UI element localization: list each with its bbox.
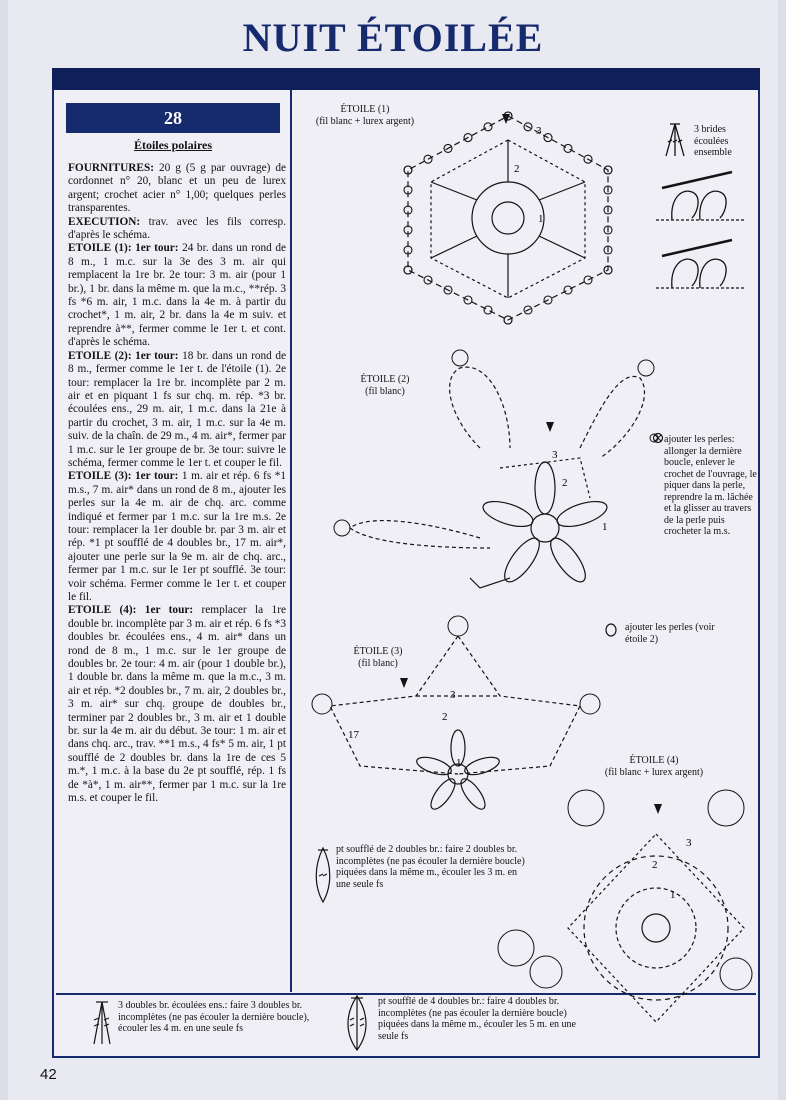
- paragraph-etoile-2: [68, 350, 286, 471]
- paragraph-label: EXECUTION:: [68, 215, 141, 228]
- top-bar: [52, 68, 760, 90]
- star1-diagram: [380, 100, 640, 332]
- bead-symbol-icon: [652, 432, 664, 444]
- round-number: 3: [536, 125, 542, 137]
- round-number: 2: [562, 477, 568, 489]
- round-number: 2: [652, 859, 658, 871]
- paragraph-text: 18 br. dans un rond de 8 m., fermer comme le 1er t. de l'étoile (1). 2e tour: remplacer la 1re br. incomplète par 2 m. air et en piquant 1 fs sur chq. m. rép. *3 br. écoulées ens., 29 m. air, 1 m.c. dans la 21e à partir du crochet, 3 m. air, 1 m.c. sur la 4e m. suiv. de la chaîn. de 29 m., 4 m. air*, fermer par 1 m.c. sur le 1er groupe de br. 3e tour: suivre le schéma, fermer comme le 1er t. et couper le fil.: [68, 349, 286, 469]
- instructions-text: [68, 162, 286, 992]
- star1-title: ÉTOILE (1): [340, 104, 390, 115]
- round-number: 3: [686, 837, 692, 849]
- paragraph-text: remplacer la 1re double br. incomplète par 3 m. air et rép. 6 fs *3 doubles br. écoulées ens., 4 m. air* dans un rond de 8 m., 1 m.c. sur le 1er groupe de doubles br. 2e tour: 4 m. air (pour 1 double br.), 1 double br. dans la même m. que la m.c., 3 m. air et rép. *2 doubles br., 7 m. air, 2 doubles br., 3 m. air* sur chq. groupe de doubles br., terminer par 2 doubles br., 3 m. air et 1 double br. sur la 4e m. air du début. 3e tour: 1 m. air et dans chq. arc., trav. **1 m.s., 4 fs* 5 m. air, 1 pt soufflé de 2 doubles br. dans la 1re de ces 5 m.*, 1 m.c. à la base du 2e pt soufflé, rép. 1 fs de *à*, 1 m. air**, fermer par 1 m.c. sur la 1re m.s. et couper le fil.: [68, 604, 286, 805]
- round-number: 1: [670, 889, 676, 901]
- puff-4-symbol-icon: [344, 994, 370, 1052]
- paragraph-label: FOURNITURES:: [68, 162, 154, 174]
- paragraph-etoile-4: [68, 604, 286, 805]
- three-trebles-symbol-icon: [662, 120, 688, 160]
- picot-loop: [564, 286, 572, 294]
- round-number: 3: [450, 689, 456, 701]
- paragraph-execution: [68, 216, 286, 243]
- picot-loop: [424, 155, 432, 163]
- puff-2-symbol-icon: [312, 846, 334, 904]
- hook-technique-illustration-icon: [652, 168, 750, 294]
- column-divider: [290, 90, 292, 992]
- star1-subtitle: (fil blanc + lurex argent): [315, 115, 415, 127]
- star2-subtitle: (fil blanc): [365, 385, 405, 397]
- legend-3-dtr: 3 doubles br. écoulées ens.: faire 3 doubles br. incomplètes (ne pas écouler la dernière boucle), écouler les 4 m. en une seule fs: [118, 1000, 310, 1034]
- round-number: 2: [442, 711, 448, 723]
- legend-add-beads: ajouter les perles: allonger la dernière boucle, enlever le crochet de l'ouvrage, le piquer dans la perle, reprendre la m. lâchée et la glisser au travers de la perle puis crocheter la m.s.: [664, 434, 757, 537]
- star3-title: ÉTOILE (3): [353, 646, 403, 657]
- round-number: 17: [348, 729, 359, 741]
- paragraph-label: ETOILE (3): 1er tour:: [68, 470, 179, 483]
- legend-puff-2: pt soufflé de 2 doubles br.: faire 2 doubles br. incomplètes (ne pas écouler la dernière boucle) piquées dans la même m., écouler les 3 m. en une seule fs: [336, 844, 525, 890]
- legend-add-beads-ref: ajouter les perles (voir étoile 2): [625, 622, 715, 645]
- paragraph-text: 24 br. dans un rond de 8 m., 1 m.c. sur la 3e des 3 m. air qui remplacent la 1re br. 2e tour: 3 m. air (pour 1 br.), 1 br. dans la même m. que la m.c., **rép. 3 fs *6 m. air, 1 m.c. dans la 4e m. à partir du crochet*, 1 m. air, 2 br. dans la 4e m suiv. et reprendre à**, fermer comme le 1er t. et cont. d'après le schéma.: [68, 242, 286, 349]
- paragraph-label: ETOILE (4): 1er tour:: [68, 604, 194, 617]
- three-dtr-symbol-icon: [90, 998, 114, 1048]
- star2-title: ÉTOILE (2): [360, 374, 410, 385]
- paragraph-fournitures: [68, 162, 286, 216]
- star4-diagram: [486, 778, 758, 1040]
- pattern-subtitle: Étoiles polaires: [133, 138, 213, 152]
- picot-loop: [484, 123, 492, 131]
- round-number: 1: [538, 213, 544, 225]
- round-number: 1: [602, 521, 608, 533]
- bead-ring-icon: [604, 622, 618, 638]
- star4-title: ÉTOILE (4): [629, 755, 679, 766]
- paragraph-etoile-1: [68, 242, 286, 349]
- paragraph-text: 1 m. air et rép. 6 fs *1 m.s., 7 m. air* dans un rond de 8 m., ajouter les perles sur la 4e m. air de chq. arc. comme indiqué et fermer par 1 m.c. sur la 1re m.s. 2e tour: remplacer la 1er double br. par 3 m. air et rép. *1 pt soufflé de 4 doubles br., 17 m. air*, ajouter une perle sur la 9e m. air de chq. arc., fermer par 1 m.c. sur le 1er pt soufflé. 3e tour: voir schéma. Fermer comme le 1er t. et couper le fil.: [68, 470, 286, 603]
- round-number: 3: [552, 449, 558, 461]
- star2-diagram: [330, 338, 660, 600]
- star3-subtitle: (fil blanc): [358, 657, 398, 669]
- picot-loop: [564, 144, 572, 152]
- pattern-number-badge: 28: [66, 103, 280, 133]
- picot-loop: [584, 276, 592, 284]
- round-number: 2: [514, 163, 520, 175]
- legend-three-trebles: 3 brides écoulées ensemble: [694, 124, 732, 158]
- page-title: NUIT ÉTOILÉE: [242, 15, 544, 60]
- paragraph-text: trav. avec les fils corresp. d'après le schéma.: [68, 215, 286, 242]
- round-number: 1: [456, 757, 462, 769]
- star4-subtitle: (fil blanc + lurex argent): [604, 766, 704, 778]
- paragraph-label: ETOILE (2): 1er tour:: [68, 349, 179, 362]
- picot-loop: [484, 306, 492, 314]
- paragraph-etoile-3: [68, 470, 286, 604]
- paragraph-text: 20 g (5 g par ouvrage) de cordonnet n° 20, blanc et un peu de lurex argent; crochet acier n° 1,00; quelques perles transparentes.: [68, 162, 286, 215]
- legend-puff-4: pt soufflé de 4 doubles br.: faire 4 doubles br. incomplètes (ne pas écouler la dernière boucle) piquées dans la même m., écouler les 5 m. en une seule fs: [378, 996, 576, 1042]
- page-number: 42: [40, 1066, 57, 1083]
- paragraph-label: ETOILE (1): 1er tour:: [68, 242, 179, 255]
